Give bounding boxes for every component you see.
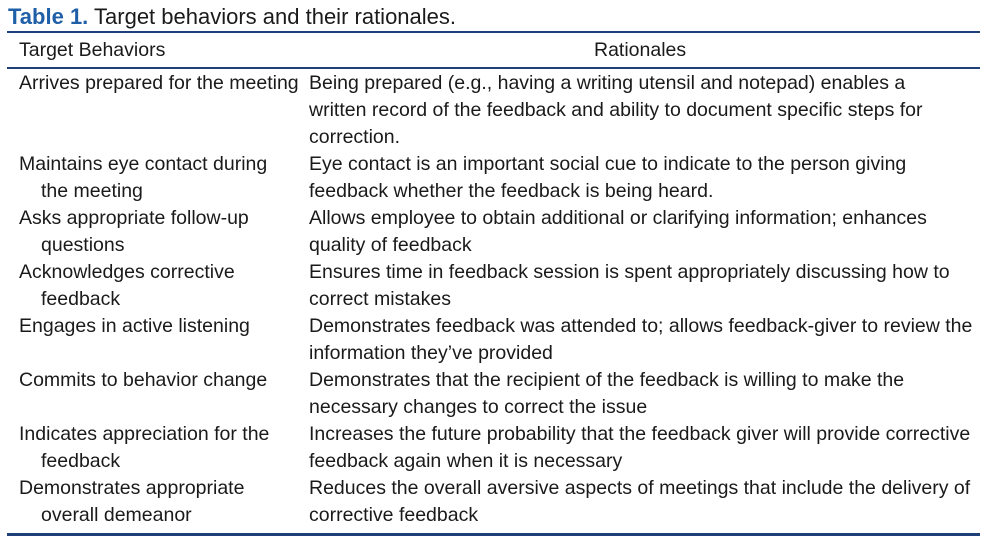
table-header-rule (7, 67, 980, 69)
rationale-cell: Eye contact is an important social cue to indicate to the person giving feedback whether the feedback is being heard. (309, 153, 907, 202)
table-caption-label: Table 1. (8, 4, 89, 29)
behavior-cell: Arrives prepared for the meeting (19, 72, 299, 94)
table-row (0, 421, 981, 475)
table-row (0, 475, 981, 529)
behavior-cell: Acknowledges corrective feedback (19, 261, 235, 310)
rationale-cell: Demonstrates that the recipient of the feedback is willing to make the necessary changes to correct the issue (309, 369, 905, 418)
table-row (0, 367, 981, 421)
rationale-cell: Ensures time in feedback session is spent appropriately discussing how to correct mistakes (309, 261, 950, 310)
behavior-cell: Asks appropriate follow-up questions (19, 207, 249, 256)
rationale-cell: Reduces the overall aversive aspects of meetings that include the delivery of corrective feedback (309, 477, 971, 526)
column-header-target-behaviors: Target Behaviors (19, 39, 166, 61)
behavior-cell: Demonstrates appropriate overall demeanor (19, 477, 245, 526)
table-row (0, 259, 981, 313)
rationale-cell: Being prepared (e.g., having a writing utensil and notepad) enables a written record of the feedback and ability to document specific steps for correction. (309, 72, 923, 148)
table-row (0, 151, 981, 205)
behavior-cell: Maintains eye contact during the meeting (19, 153, 268, 202)
table-body (0, 70, 981, 529)
behavior-cell: Commits to behavior change (19, 369, 268, 391)
table-row (0, 205, 981, 259)
table-caption-title: Target behaviors and their rationales. (94, 4, 457, 29)
rationale-cell: Allows employee to obtain additional or clarifying information; enhances quality of feedback (309, 207, 927, 256)
table-bottom-rule (7, 533, 980, 536)
table-top-rule (7, 31, 980, 33)
rationale-cell: Increases the future probability that the feedback giver will provide corrective feedback again when it is necessary (309, 423, 971, 472)
table-caption (8, 3, 456, 31)
column-header-rationales: Rationales (594, 39, 687, 61)
table-row (0, 313, 981, 367)
rationale-cell: Demonstrates feedback was attended to; allows feedback-giver to review the information they’ve provided (309, 315, 973, 364)
table-row (0, 70, 981, 151)
behavior-cell: Indicates appreciation for the feedback (19, 423, 270, 472)
behavior-cell: Engages in active listening (19, 315, 250, 337)
